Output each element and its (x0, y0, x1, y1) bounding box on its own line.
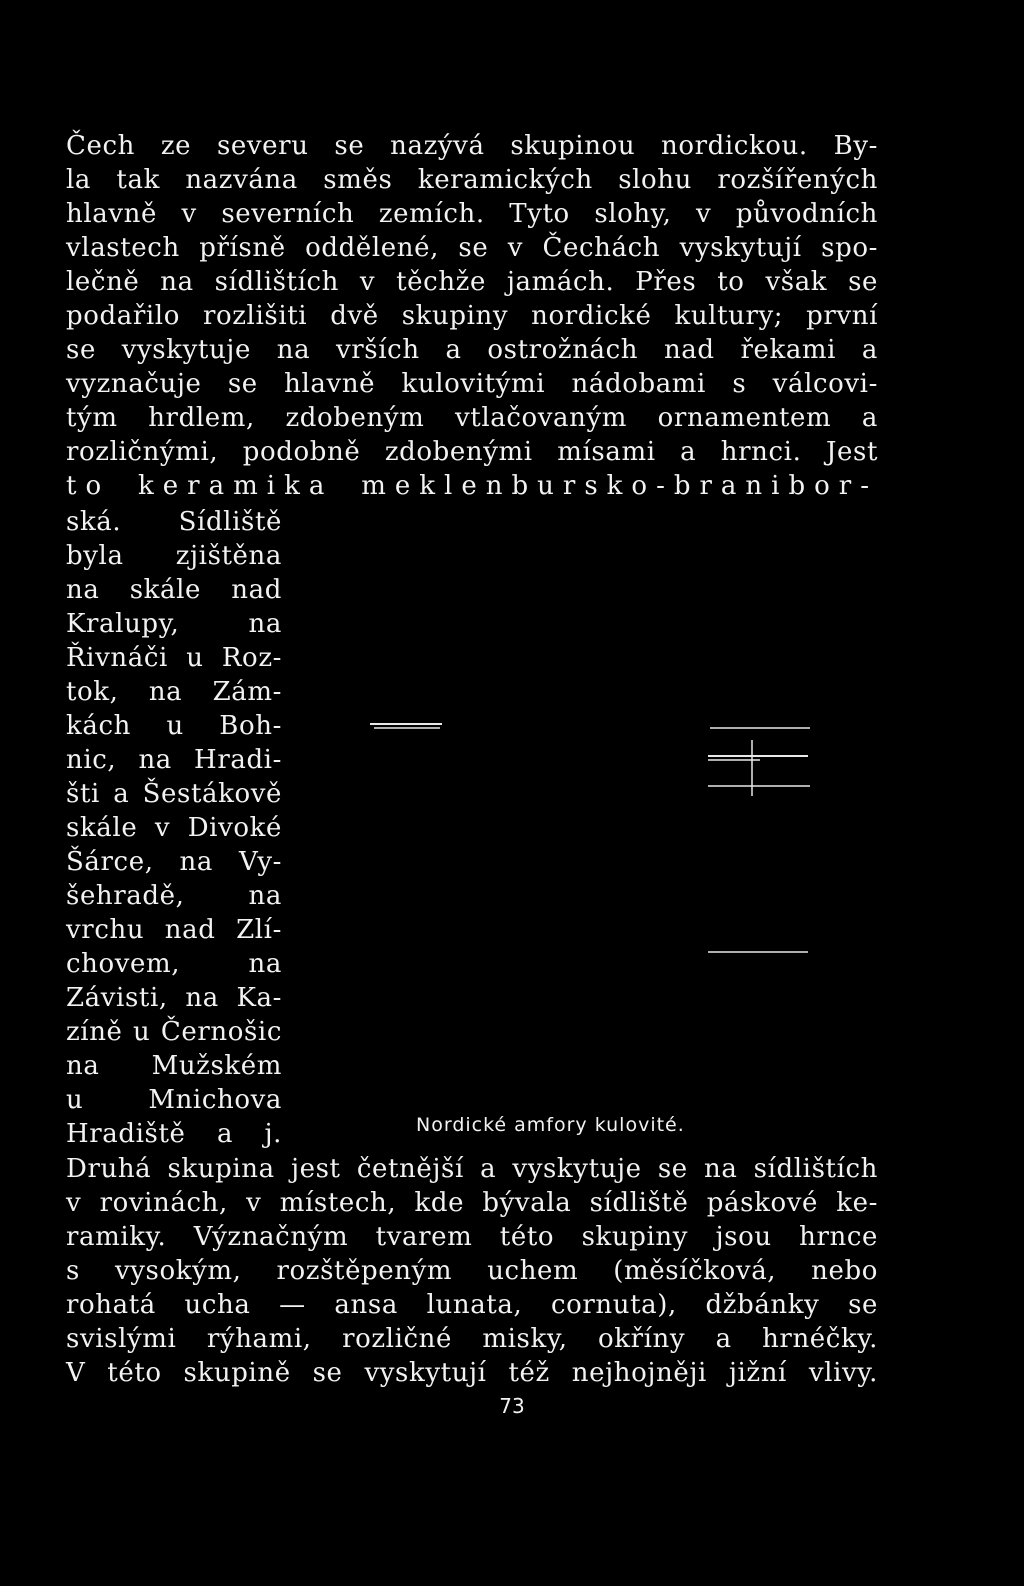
text-line: šehradě, na (66, 881, 282, 911)
text-line: u Mnichova (66, 1085, 282, 1115)
text-line: v rovinách, v místech, kde bývala sídliště páskové ke- (66, 1188, 878, 1218)
text-line: podařilo rozlišiti dvě skupiny nordické kultury; první (66, 301, 878, 331)
text-line: tok, na Zám- (66, 677, 282, 707)
figure-caption: Nordické amfory kulovité. (416, 1114, 685, 1136)
text-line: nic, na Hradi- (66, 745, 282, 775)
page-number: 73 (499, 1394, 525, 1418)
text-line: tým hrdlem, zdobeným vtlačovaným ornamentem a (66, 403, 878, 433)
text-line: Řivnáči u Roz- (66, 643, 282, 673)
text-line: zíně u Černošic (66, 1017, 282, 1047)
text-line: Kralupy, na (66, 609, 282, 639)
amphorae-illustration (300, 700, 860, 1000)
text-line: svislými rýhami, rozličné misky, okříny a hrnéčky. (66, 1324, 878, 1354)
text-line: Závisti, na Ka- (66, 983, 282, 1013)
text-line: vrchu nad Zlí- (66, 915, 282, 945)
text-line: ská. Sídliště (66, 507, 282, 537)
text-line: Čech ze severu se nazývá skupinou nordickou. By- (66, 131, 878, 161)
text-line: chovem, na (66, 949, 282, 979)
text-line: rohatá ucha — ansa lunata, cornuta), džbánky se (66, 1290, 878, 1320)
text-line: la tak nazvána směs keramických slohu rozšířených (66, 165, 878, 195)
text-line: Hradiště a j. (66, 1119, 282, 1149)
text-line: lečně na sídlištích v těchže jamách. Přes to však se (66, 267, 878, 297)
text-line: vlastech přísně oddělené, se v Čechách vyskytují spo- (66, 233, 878, 263)
text-line: na skále nad (66, 575, 282, 605)
text-line: s vysokým, rozštěpeným uchem (měsíčková, nebo (66, 1256, 878, 1286)
text-line: byla zjištěna (66, 541, 282, 571)
text-line: to keramika meklenbursko-branibor- (66, 471, 878, 501)
text-line: skále v Divoké (66, 813, 282, 843)
text-line: na Mužském (66, 1051, 282, 1081)
text-line: šti a Šestákově (66, 779, 282, 809)
text-line: vyznačuje se hlavně kulovitými nádobami s válcovi- (66, 369, 878, 399)
text-line: V této skupině se vyskytují též nejhojněji jižní vlivy. (66, 1358, 878, 1388)
text-line: ramiky. Význačným tvarem této skupiny jsou hrnce (66, 1222, 878, 1252)
text-line: Druhá skupina jest četnější a vyskytuje se na sídlištích (66, 1154, 878, 1184)
text-line: Šárce, na Vy- (66, 847, 282, 877)
text-line: rozličnými, podobně zdobenými mísami a hrnci. Jest (66, 437, 878, 467)
text-line: hlavně v severních zemích. Tyto slohy, v původních (66, 199, 878, 229)
text-line: kách u Boh- (66, 711, 282, 741)
text-line: se vyskytuje na vrších a ostrožnách nad řekami a (66, 335, 878, 365)
